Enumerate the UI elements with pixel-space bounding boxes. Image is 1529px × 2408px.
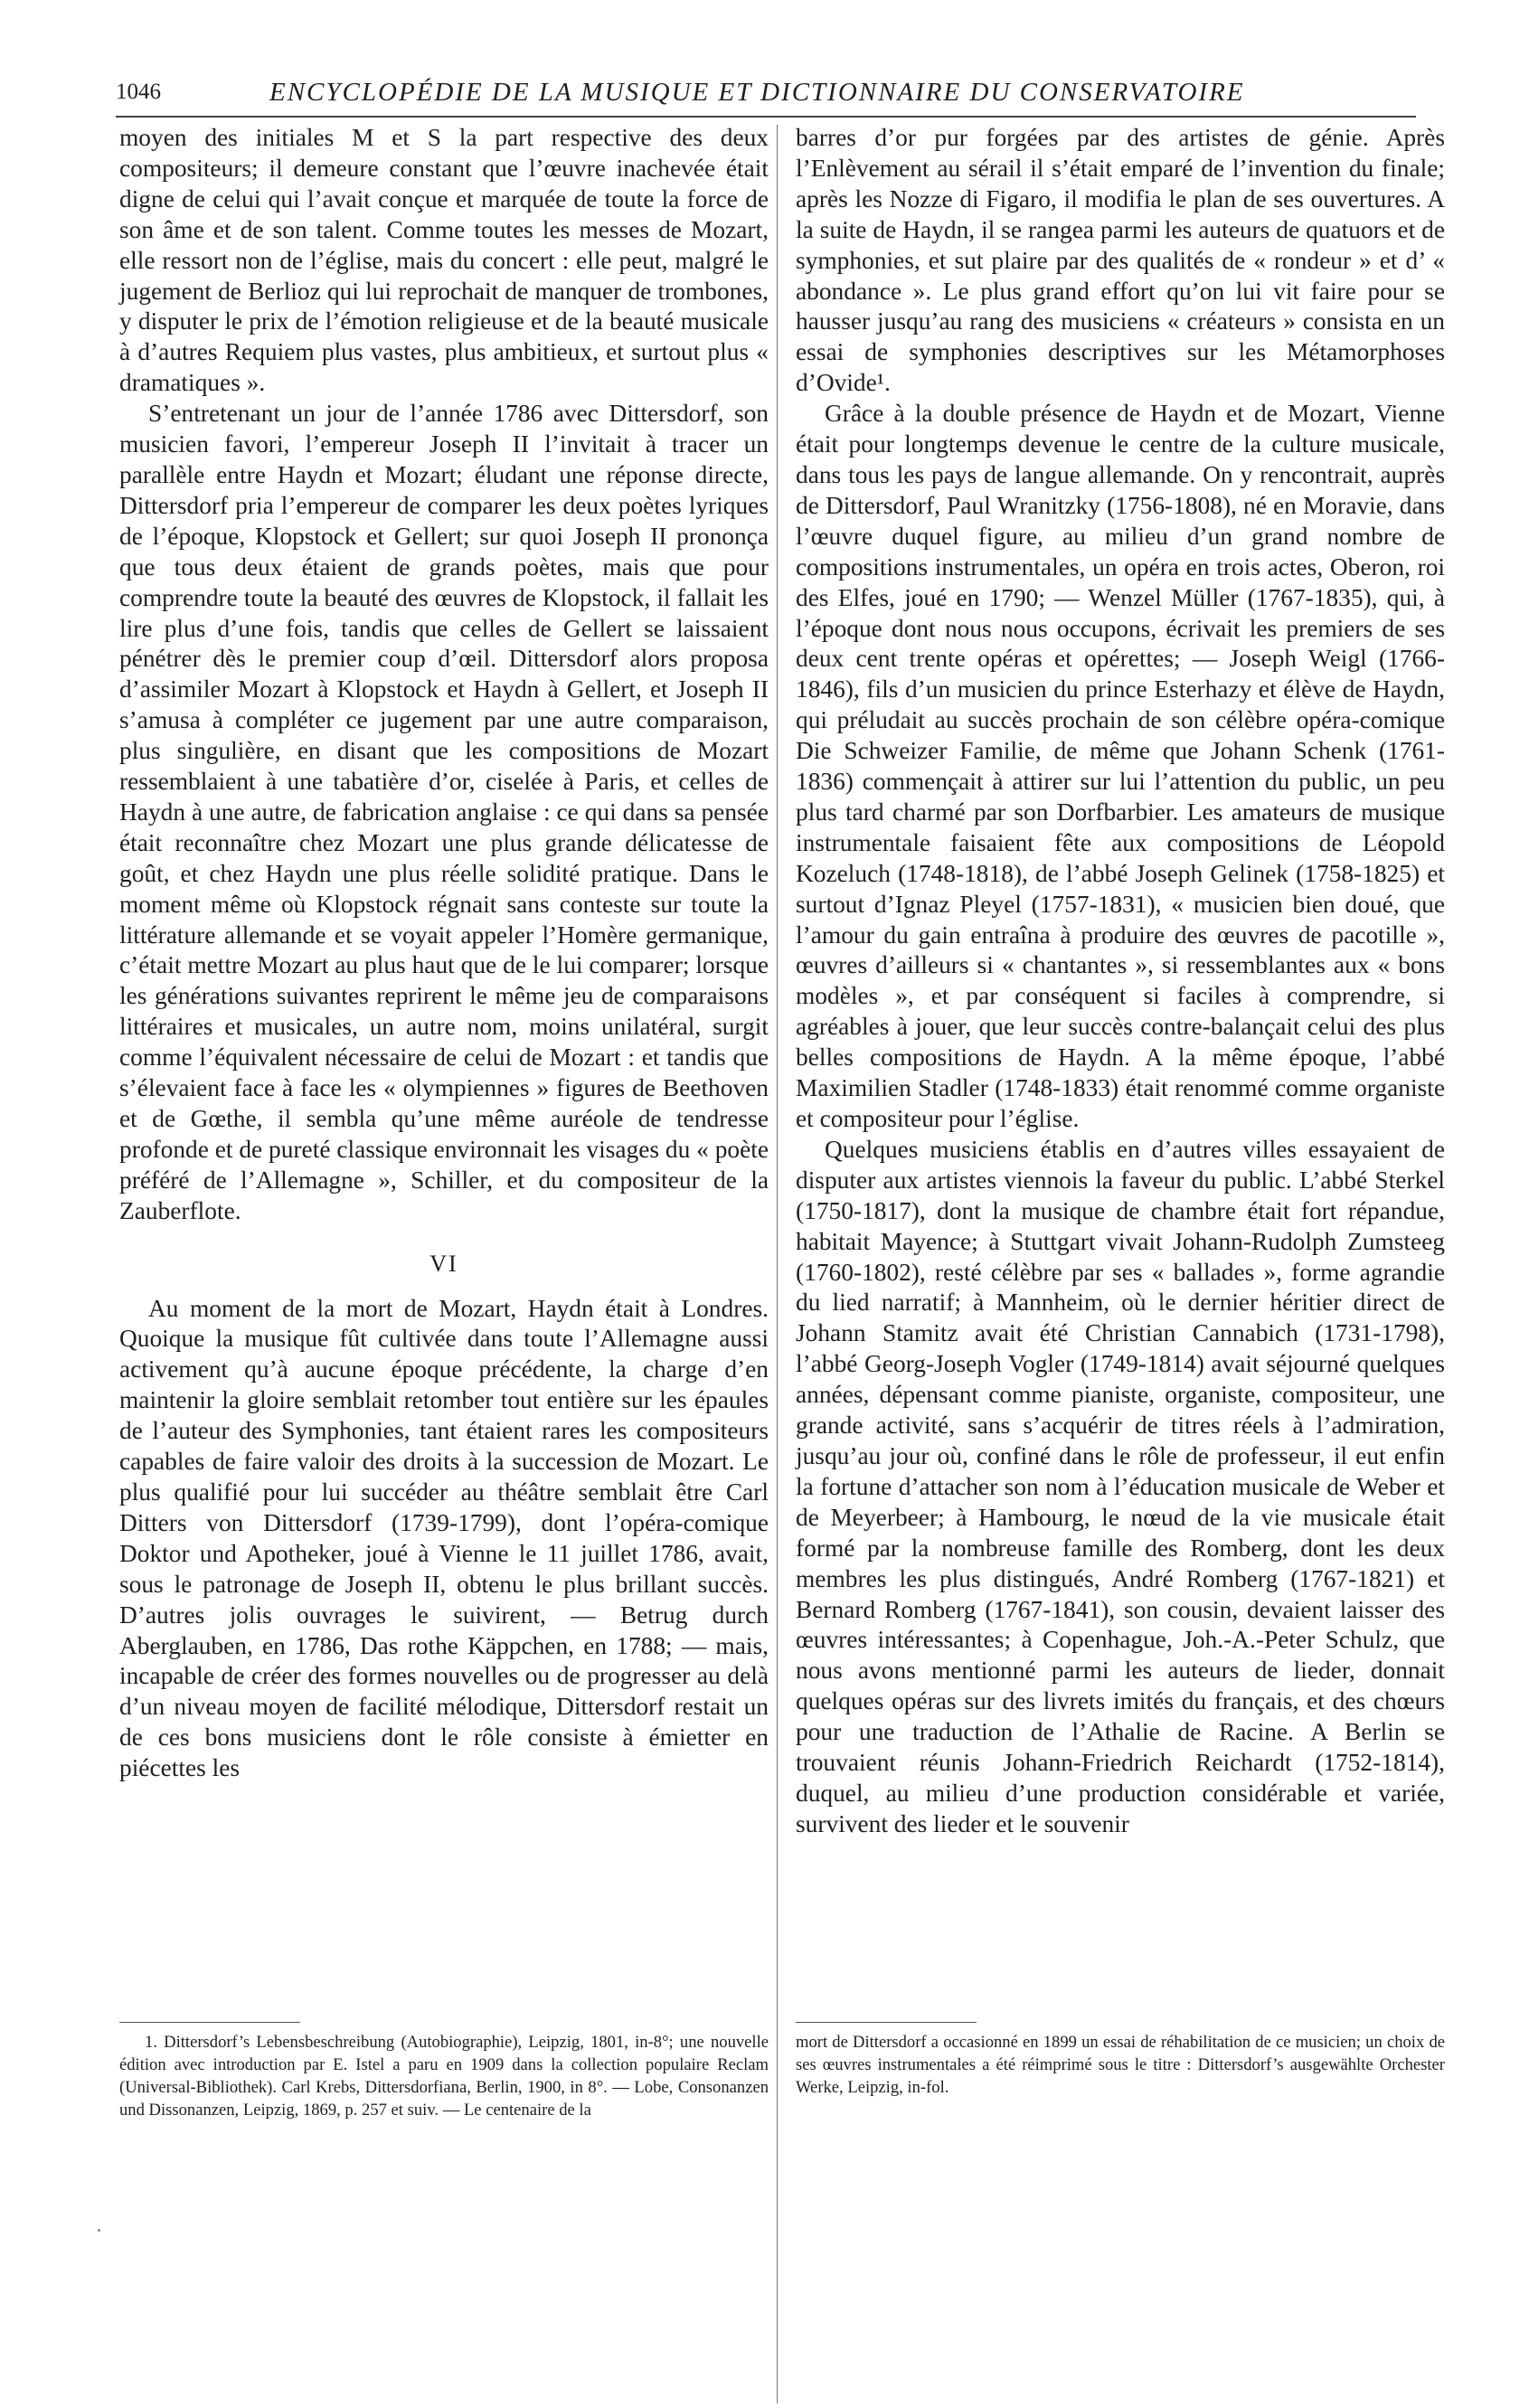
footnote-text: mort de Dittersdorf a occasionné en 1899 un essai de réhabilitation de ce musicien; un choix de ses œuvres instrumentales a été réimprimé sous le titre : Dittersdorf’s ausgewählte Orchester Werke, Leipzig, in-fol. <box>796 2033 1445 2097</box>
left-column <box>119 123 769 1784</box>
paragraph: S’entretenant un jour de l’année 1786 avec Dittersdorf, son musicien favori, l’empereur Joseph II l’invitait à tracer un parallèle entre Haydn et Mozart; éludant une réponse directe, Dittersdorf pria l’empereur de comparer les deux poètes lyriques de l’époque, Klopstock et Gellert; sur quoi Joseph II prononça que tous deux étaient de grands poètes, mais que pour comprendre toute la beauté des œuvres de Klopstock, il fallait les lire plus d’une fois, tandis que celles de Gellert se laissaient pénétrer dès le premier coup d’œil. Dittersdorf alors proposa d’assimiler Mozart à Klopstock et Haydn à Gellert, et Joseph II s’amusa à compléter ce jugement par une autre comparaison, plus singulière, en disant que les compositions de Mozart ressemblaient à une tabatière d’or, ciselée à Paris, et celles de Haydn à une autre, de fabrication anglaise : ce qui dans sa pensée était reconnaître chez Mozart une plus grande délicatesse de goût, et chez Haydn une plus réelle solidité pratique. Dans le moment même où Klopstock régnait sans conteste sur toute la littérature allemande et se voyait appeler l’Homère germanique, c’était mettre Mozart au plus haut que de le lui comparer; lorsque les générations suivantes reprirent le même jeu de comparaisons littéraires et musicales, un autre nom, moins unilatéral, surgit comme l’équivalent nécessaire de celui de Mozart : et tandis que s’élevaient face à face les « olympiennes » figures de Beethoven et de Gœthe, il sembla qu’une même auréole de tendresse profonde et de pureté classique environnait les visages du « poète préféré de l’Allemagne », Schiller, et du compositeur de la Zauberflote. <box>119 400 769 1224</box>
footnote-left <box>119 2031 769 2121</box>
paper-speck <box>98 2229 100 2232</box>
running-title: ENCYCLOPÉDIE DE LA MUSIQUE ET DICTIONNAIRE DU CONSERVATOIRE <box>269 78 1245 107</box>
right-column <box>796 123 1445 1840</box>
footnote-rule <box>796 2022 977 2023</box>
page-number: 1046 <box>116 80 161 104</box>
paragraph: Grâce à la double présence de Haydn et de Mozart, Vienne était pour longtemps devenue le centre de la culture musicale, dans tous les pays de langue allemande. On y rencontrait, auprès de Dittersdorf, Paul Wranitzky (1756-1808), né en Moravie, dans l’œuvre duquel figure, au milieu d’un grand nombre de compositions instrumentales, un opéra en trois actes, Oberon, roi des Elfes, joué en 1790; — Wenzel Müller (1767-1835), qui, à l’époque dont nous nous occupons, écrivait les premiers de ses deux cent trente opéras et opérettes; — Joseph Weigl (1766-1846), fils d’un musicien du prince Esterhazy et élève de Haydn, qui préludait au succès prochain de son célèbre opéra-comique Die Schweizer Familie, de même que Johann Schenk (1761-1836) commençait à attirer sur lui l’attention du public, un peu plus tard charmé par son Dorfbarbier. Les amateurs de musique instrumentale faisaient fête aux compositions de Léopold Kozeluch (1748-1818), de l’abbé Joseph Gelinek (1758-1825) et surtout d’Ignaz Pleyel (1757-1831), « musicien bien doué, que l’amour du gain entraîna à produire des œuvres de pacotille », œuvres d’ailleurs si « chantantes », si ressemblantes aux « bons modèles », et par conséquent si faciles à comprendre, si agréables à jouer, que leur succès contre-balançait celui des plus belles compositions de Haydn. A la même époque, l’abbé Maximilien Stadler (1748-1833) était renommé comme organiste et compositeur pour l’église. <box>796 400 1445 1132</box>
section-heading: VI <box>429 1250 458 1277</box>
column-divider <box>777 125 778 2403</box>
paragraph: Quelques musiciens établis en d’autres villes essayaient de disputer aux artistes viennois la faveur du public. L’abbé Sterkel (1750-1817), dont la musique de chambre était fort répandue, habitait Mayence; à Stuttgart vivait Johann-Rudolph Zumsteeg (1760-1802), resté célèbre par ses « ballades », forme agrandie du lied narratif; à Mannheim, où le dernier héritier direct de Johann Stamitz avait été Christian Cannabich (1731-1798), l’abbé Georg-Joseph Vogler (1749-1814) avait séjourné quelques années, dépensant comme pianiste, organiste, compositeur, une grande activité, sans s’acquérir de titres réels à l’admiration, jusqu’au jour où, confiné dans le rôle de professeur, il eut enfin la fortune d’attacher son nom à l’éducation musicale de Weber et de Meyerbeer; à Hambourg, le nœud de la vie musicale était formé par la nombreuse famille des Romberg, dont les deux membres les plus distingués, André Romberg (1767-1821) et Bernard Romberg (1767-1841), son cousin, devaient laisser des œuvres intéressantes; à Copenhague, Joh.-A.-Peter Schulz, que nous avons mentionné parmi les auteurs de lieder, donnait quelques opéras sur des livrets imités du français, et des chœurs pour une traduction de l’Athalie de Racine. A Berlin se trouvaient réunis Johann-Friedrich Reichardt (1752-1814), duquel, au milieu d’une production considérable et variée, survivent des lieder et le souvenir <box>796 1135 1445 1837</box>
footnote-right <box>796 2031 1445 2099</box>
footnote-text: 1. Dittersdorf’s Lebensbeschreibung (Autobiographie), Leipzig, 1801, in-8°; une nouvelle édition avec introduction par E. Istel a paru en 1909 dans la collection populaire Reclam (Universal-Bibliothek). Carl Krebs, Dittersdorfiana, Berlin, 1900, in 8°. — Lobe, Consonanzen und Dissonanzen, Leipzig, 1869, p. 257 et suiv. — Le centenaire de la <box>119 2033 769 2120</box>
paragraph: moyen des initiales M et S la part respective des deux compositeurs; il demeure constant que l’œuvre inachevée était digne de celui qui l’avait conçue et marquée de toute la force de son âme et de son talent. Comme toutes les messes de Mozart, elle ressort non de l’église, mais du concert : elle peut, malgré le jugement de Berlioz qui lui reprochait de manquer de trombones, y disputer le prix de l’émotion religieuse et de la beauté musicale à d’autres Requiem plus vastes, plus ambitieux, et surtout plus « dramatiques ». <box>119 124 769 397</box>
paragraph: Au moment de la mort de Mozart, Haydn était à Londres. Quoique la musique fût cultivée dans toute l’Allemagne aussi activement qu’à aucune époque précédente, la charge d’en maintenir la gloire semblait retomber tout entière sur les épaules de l’auteur des Symphonies, tant étaient rares les compositeurs capables de faire valoir des droits à la succession de Mozart. Le plus qualifié pour lui succéder au théâtre semblait être Carl Ditters von Dittersdorf (1739-1799), dont l’opéra-comique Doktor und Apotheker, joué à Vienne le 11 juillet 1786, avait, sous le patronage de Joseph II, obtenu le plus brillant succès. D’autres jolis ouvrages le suivirent, — Betrug durch Aberglauben, en 1786, Das rothe Käppchen, en 1788; — mais, incapable de créer des formes nouvelles ou de progresser au delà d’un niveau moyen de facilité mélodique, Dittersdorf restait un de ces bons musiciens dont le rôle consiste à émietter en piécettes les <box>119 1294 769 1782</box>
footnote-rule <box>119 2022 300 2023</box>
page-header <box>116 76 1416 118</box>
paragraph: barres d’or pur forgées par des artistes de génie. Après l’Enlèvement au sérail il s’était emparé de l’invention du finale; après les Nozze di Figaro, il modifia le plan de ses ouvertures. A la suite de Haydn, il se rangea parmi les auteurs de quatuors et de symphonies, et sut plaire par des qualités de « rondeur » et d’ « abondance ». Le plus grand effort qu’on lui vit faire pour se hausser jusqu’au rang des musiciens « créateurs » consista en un essai de symphonies descriptives sur les Métamorphoses d’Ovide¹. <box>796 124 1445 397</box>
